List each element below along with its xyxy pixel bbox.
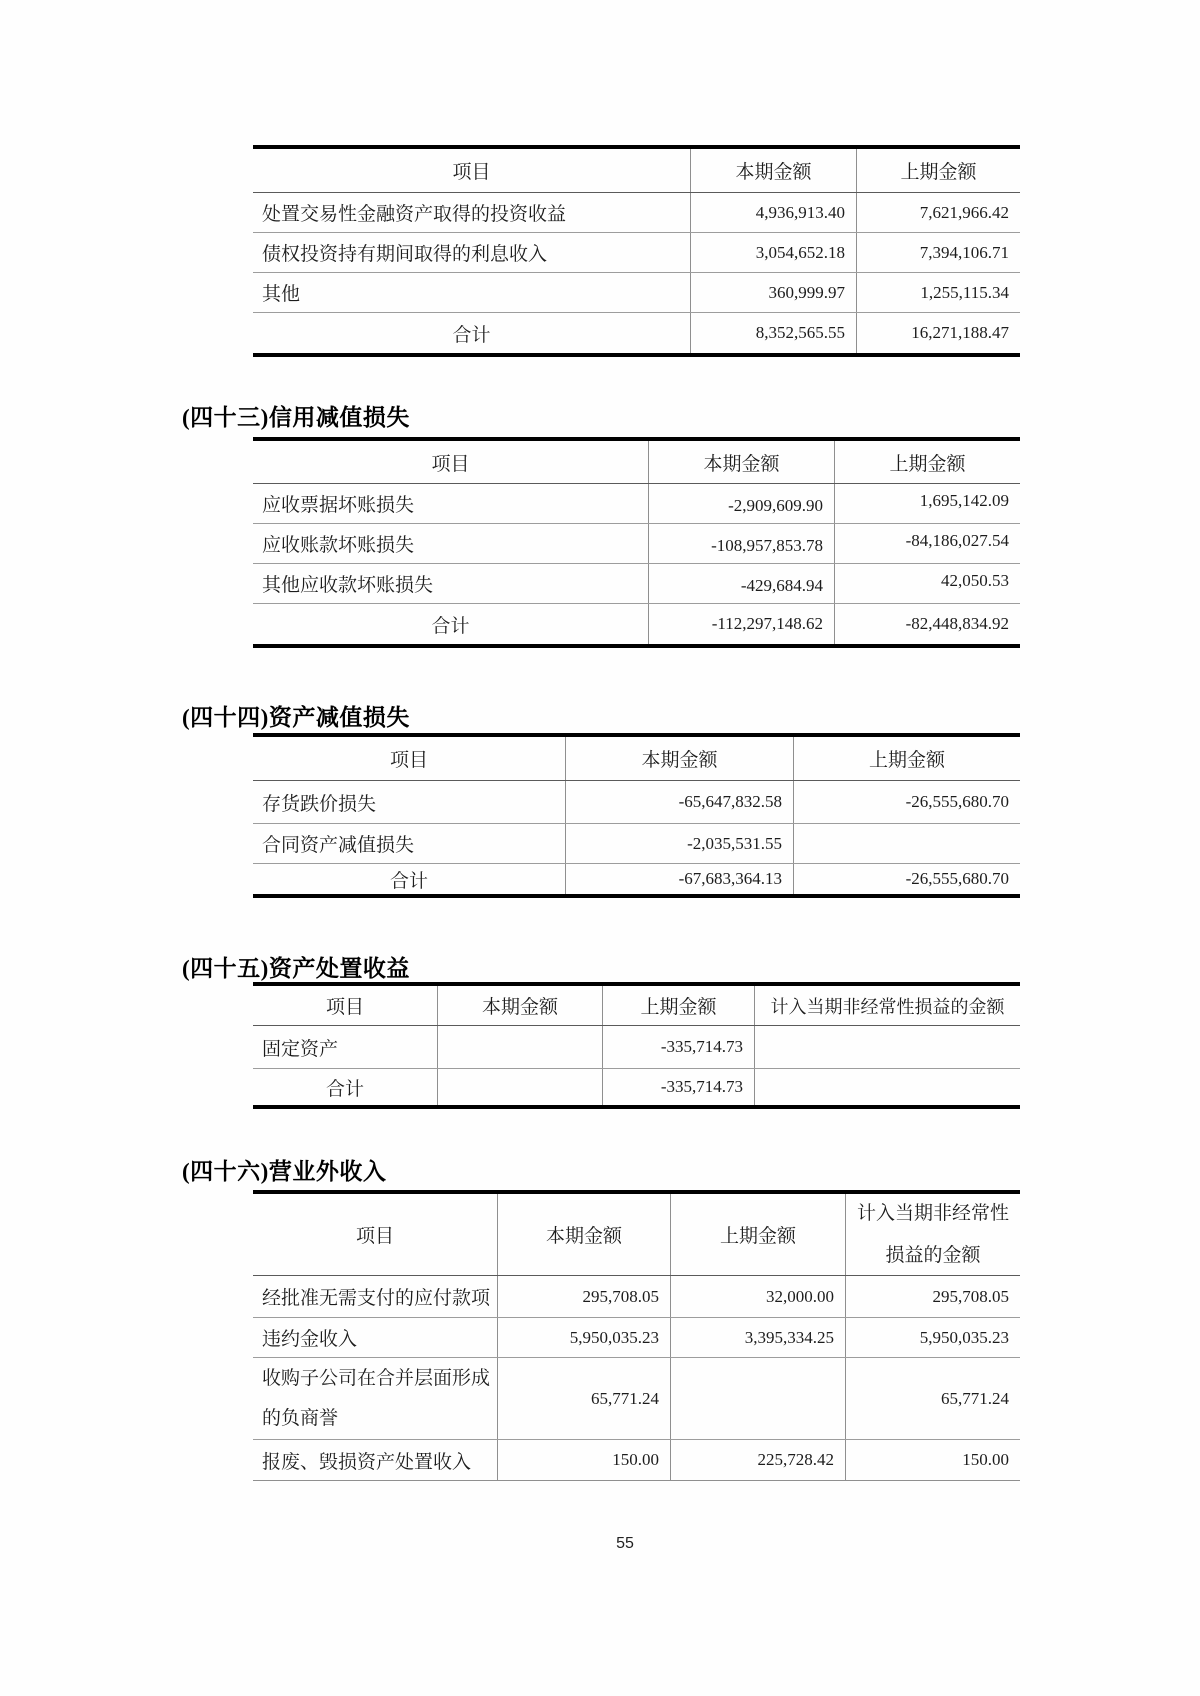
col-header-current-amount: 本期金额 — [437, 986, 602, 1025]
current-amount: -429,684.94 — [648, 564, 834, 603]
current-amount: 3,054,652.18 — [690, 233, 856, 272]
total-label: 合计 — [389, 870, 428, 892]
table-row — [253, 1358, 1020, 1440]
prior-amount: -26,555,680.70 — [793, 781, 1020, 823]
item-label: 收购子公司在合并层面形成的负商誉 — [262, 1367, 491, 1429]
section-title-non-operating-income: (四十六)营业外收入 — [182, 1159, 387, 1184]
total-label: 合计 — [431, 615, 470, 637]
total-prior-amount: -335,714.73 — [602, 1069, 754, 1105]
table-row — [253, 564, 1020, 604]
prior-amount: 7,621,966.42 — [856, 193, 1020, 232]
table-non-operating-income — [253, 1190, 1020, 1481]
col-header-item: 项目 — [431, 453, 470, 475]
col-header-current-amount: 本期金额 — [565, 737, 793, 780]
total-current-amount: -112,297,148.62 — [648, 604, 834, 644]
current-amount: 360,999.97 — [690, 273, 856, 312]
item-label: 债权投资持有期间取得的利息收入 — [262, 244, 548, 265]
nonrecurring-amount: 65,771.24 — [845, 1358, 1020, 1439]
prior-amount: 7,394,106.71 — [856, 233, 1020, 272]
current-amount: 150.00 — [497, 1440, 670, 1480]
table-row — [253, 193, 1020, 233]
item-label: 经批准无需支付的应付款项 — [262, 1288, 491, 1309]
item-label: 固定资产 — [262, 1038, 339, 1060]
item-label: 其他应收款坏账损失 — [262, 575, 434, 596]
table-total-row — [253, 313, 1020, 353]
total-current-amount — [437, 1069, 602, 1105]
nonrecurring-amount: 295,708.05 — [845, 1276, 1020, 1317]
col-header-item: 项目 — [452, 162, 491, 183]
col-header-prior-amount: 上期金额 — [602, 986, 754, 1025]
table-credit-impairment — [253, 437, 1020, 648]
table-row — [253, 1026, 1020, 1069]
table-header-row — [253, 441, 1020, 484]
table-asset-impairment — [253, 733, 1020, 898]
item-label: 存货跌价损失 — [262, 793, 377, 815]
total-label: 合计 — [452, 324, 491, 346]
item-label: 应收票据坏账损失 — [262, 495, 415, 516]
item-label: 其他 — [262, 284, 301, 305]
item-label: 应收账款坏账损失 — [262, 535, 415, 556]
item-label: 处置交易性金融资产取得的投资收益 — [262, 204, 567, 225]
col-header-item: 项目 — [355, 1226, 394, 1247]
table-row — [253, 233, 1020, 273]
table-row — [253, 273, 1020, 313]
current-amount: -108,957,853.78 — [648, 524, 834, 563]
page-number: 55 — [616, 1535, 634, 1552]
table-header-row — [253, 737, 1020, 781]
section-title-asset-disposal-income: (四十五)资产处置收益 — [182, 956, 410, 981]
item-label: 违约金收入 — [262, 1329, 358, 1350]
nonrecurring-amount: 5,950,035.23 — [845, 1318, 1020, 1357]
table-header-row — [253, 1194, 1020, 1276]
total-prior-amount: 16,271,188.47 — [856, 313, 1020, 353]
table-asset-disposal-income — [253, 982, 1020, 1109]
nonrecurring-amount — [754, 1026, 1020, 1068]
table-row — [253, 1440, 1020, 1480]
col-header-nonrecurring-amount: 计入当期非经常性损益的金额 — [754, 986, 1020, 1025]
item-label: 合同资产减值损失 — [262, 835, 415, 856]
section-title-asset-impairment: (四十四)资产减值损失 — [182, 705, 410, 730]
prior-amount: 1,695,142.09 — [834, 484, 1020, 523]
col-header-prior-amount: 上期金额 — [793, 737, 1020, 780]
col-header-nonrecurring-amount: 计入当期非经常性损益的金额 — [845, 1194, 1020, 1275]
current-amount: -65,647,832.58 — [565, 781, 793, 823]
col-header-prior-amount: 上期金额 — [834, 441, 1020, 483]
prior-amount: 1,255,115.34 — [856, 273, 1020, 312]
col-header-current-amount: 本期金额 — [690, 149, 856, 192]
col-header-item: 项目 — [389, 750, 428, 771]
section-title-credit-impairment: (四十三)信用减值损失 — [182, 405, 410, 430]
table-row — [253, 1318, 1020, 1358]
total-label: 合计 — [325, 1078, 364, 1100]
total-current-amount: 8,352,565.55 — [690, 313, 856, 353]
table-total-row — [253, 604, 1020, 644]
col-header-prior-amount: 上期金额 — [856, 149, 1020, 192]
current-amount — [437, 1026, 602, 1068]
prior-amount: -335,714.73 — [602, 1026, 754, 1068]
prior-amount: 225,728.42 — [670, 1440, 845, 1480]
table-row — [253, 824, 1020, 864]
prior-amount: 42,050.53 — [834, 564, 1020, 603]
current-amount: -2,035,531.55 — [565, 824, 793, 863]
total-current-amount: -67,683,364.13 — [565, 864, 793, 894]
col-header-current-amount: 本期金额 — [648, 441, 834, 483]
prior-amount — [670, 1358, 845, 1439]
table-row — [253, 524, 1020, 564]
table-investment-income — [253, 145, 1020, 357]
item-label: 报废、毁损资产处置收入 — [262, 1451, 472, 1473]
current-amount: -2,909,609.90 — [648, 484, 834, 523]
prior-amount: -84,186,027.54 — [834, 524, 1020, 563]
col-header-current-amount: 本期金额 — [497, 1194, 670, 1275]
total-nonrecurring-amount — [754, 1069, 1020, 1105]
prior-amount: 3,395,334.25 — [670, 1318, 845, 1357]
total-prior-amount: -26,555,680.70 — [793, 864, 1020, 894]
table-header-row — [253, 149, 1020, 193]
table-row — [253, 484, 1020, 524]
current-amount: 65,771.24 — [497, 1358, 670, 1439]
total-prior-amount: -82,448,834.92 — [834, 604, 1020, 644]
nonrecurring-amount: 150.00 — [845, 1440, 1020, 1480]
table-total-row — [253, 864, 1020, 894]
table-row — [253, 781, 1020, 824]
table-header-row — [253, 986, 1020, 1026]
prior-amount — [793, 824, 1020, 863]
current-amount: 5,950,035.23 — [497, 1318, 670, 1357]
prior-amount: 32,000.00 — [670, 1276, 845, 1317]
col-header-item: 项目 — [325, 997, 364, 1018]
col-header-prior-amount: 上期金额 — [670, 1194, 845, 1275]
table-row — [253, 1276, 1020, 1318]
table-total-row — [253, 1069, 1020, 1105]
current-amount: 295,708.05 — [497, 1276, 670, 1317]
current-amount: 4,936,913.40 — [690, 193, 856, 232]
